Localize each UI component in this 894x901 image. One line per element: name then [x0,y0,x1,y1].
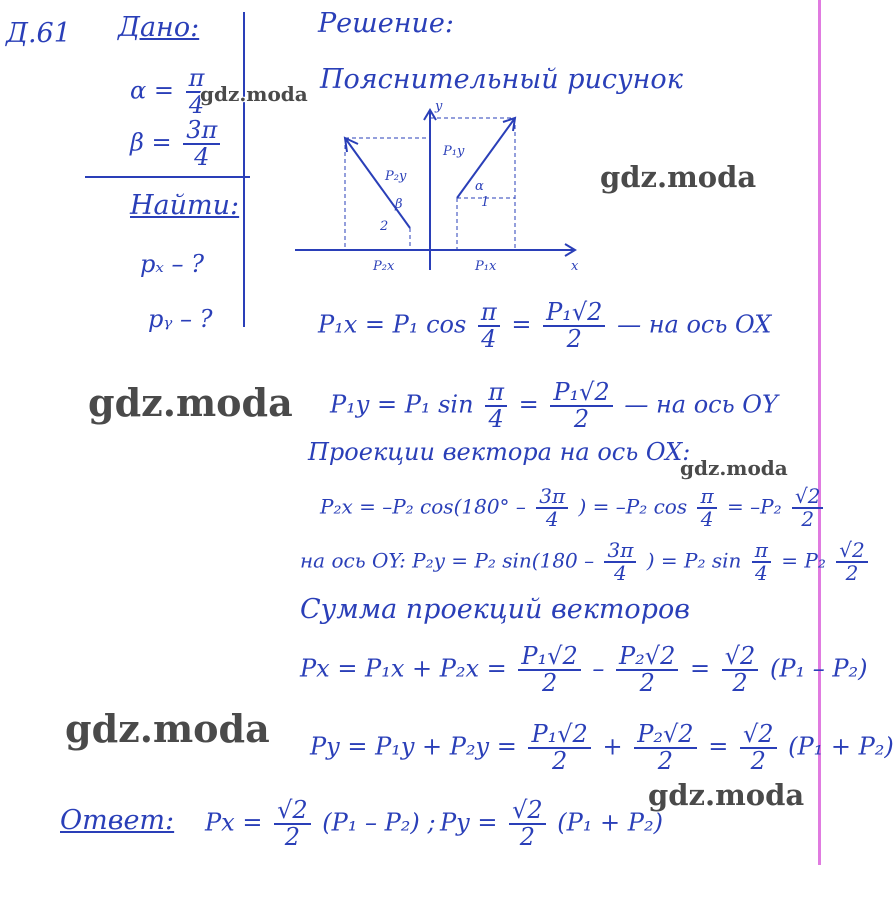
eq-p2x-frac-angle2 [697,486,716,530]
eq-p2x-rden: 2 [801,507,815,531]
projections-heading: Проекции вектора на ось OX: [308,438,691,466]
answer-px-num: √2 [274,798,311,825]
watermark-4: gdz.moda [680,456,788,480]
given-beta-frac [183,118,220,170]
eq-p2y-num2: π [752,540,771,563]
eq-py-b-num: P₂√2 [634,722,696,749]
eq-py-a-num: P₁√2 [528,722,590,749]
eq-px-lhs: Px = P₁x + P₂x = [300,654,507,683]
eq-p2y-equals: = P₂ [781,548,826,573]
eq-py-equals: = [708,732,729,761]
answer-separator: ; [427,808,436,837]
eq-p2x-mid: ) = –P₂ cos [578,494,688,519]
label-two: 2 [380,219,389,234]
eq-p2y-mid: ) = P₂ sin [646,548,742,573]
find-px: pₓ – ? [140,250,205,278]
eq-px-tail: (P₁ – P₂) [769,654,868,683]
label-p1y: P₁y [443,144,465,159]
eq-p1x-equals: = [511,310,532,339]
eq-px-b-den: 2 [639,669,655,698]
label-alpha: α [475,179,484,194]
eq-p2x-frac-result [792,486,823,530]
label-p1x: P₁x [475,259,497,274]
figure-caption: Пояснительный рисунок [320,64,683,95]
watermark-2: gdz.moda [600,160,757,194]
eq-p1x-lhs: P₁x = P₁ cos [318,310,467,339]
eq-p1x-den: 4 [481,325,497,354]
watermark-5: gdz.moda [65,706,270,751]
answer-py-num: √2 [509,798,546,825]
eq-p2y-den2: 4 [754,561,768,585]
eq-p2x-lhs: P₂x = –P₂ cos(180° – [320,494,526,519]
eq-px-minus: – [592,654,605,683]
eq-p2y-frac-angle2 [752,540,771,584]
eq-px-c-num: √2 [722,644,759,671]
eq-py-c-num: √2 [740,722,777,749]
answer-px-tail: (P₁ – P₂) [322,808,420,837]
answer-py-tail: (P₁ + P₂) [557,808,663,837]
eq-p1y-rden: 2 [573,405,590,434]
eq-px-equals: = [690,654,711,683]
eq-px [300,644,868,696]
eq-p2y-frac-angle [604,540,636,584]
answer-py [440,798,663,850]
eq-py-a-den: 2 [552,747,568,776]
eq-p1y-lhs: P₁y = P₁ sin [330,390,474,419]
answer-py-lhs: Py = [440,808,498,837]
eq-p2y-den: 4 [614,561,627,585]
eq-py-tail: (P₁ + P₂) [788,732,894,761]
eq-py-frac-b [634,722,696,774]
given-title: Дано: [118,12,200,43]
given-beta-den: 4 [194,143,210,172]
eq-p2x-frac-angle [536,486,568,530]
eq-p1y-rnum: P₁√2 [550,380,612,407]
eq-p2y-rnum: √2 [836,540,867,563]
eq-p2x-rnum: √2 [792,486,823,509]
answer-px-frac [274,798,311,850]
label-p2x: P₂x [373,259,395,274]
given-divider-horizontal [85,176,250,178]
eq-p1x [318,300,771,352]
eq-p1x-rnum: P₁√2 [543,300,605,327]
given-alpha-num: π [186,66,208,93]
watermark-3: gdz.moda [88,380,293,425]
eq-py-lhs: Py = P₁y + P₂y = [310,732,517,761]
eq-p1y [330,380,778,432]
answer-py-frac [509,798,546,850]
eq-p2y-lhs: на ось OY: P₂y = P₂ sin(180 – [300,548,595,573]
eq-p1x-frac-angle [478,300,500,352]
given-beta-label: β = [130,128,172,157]
eq-p1x-num: π [478,300,500,327]
eq-p2y-num: 3π [604,540,636,563]
eq-p2x-equals: = –P₂ [727,494,782,519]
problem-number: Д.61 [6,18,71,49]
given-alpha-label: α = [130,76,174,105]
eq-p2x-num: 3π [536,486,568,509]
given-divider-vertical [243,12,245,327]
label-one: 1 [481,195,490,210]
eq-p1y-equals: = [518,390,539,419]
vector-diagram [285,100,595,285]
eq-py-c-den: 2 [750,747,766,776]
eq-px-frac-c [722,644,759,696]
sum-heading: Сумма проекций векторов [300,594,690,625]
answer-py-den: 2 [519,823,536,852]
watermark-1: gdz.moda [200,82,308,106]
eq-p2x-num2: π [697,486,716,509]
eq-p2y-rden: 2 [845,561,859,585]
label-axis-y: y [435,99,443,114]
eq-px-frac-a [518,644,580,696]
eq-px-c-den: 2 [732,669,748,698]
answer-label: Ответ: [60,805,175,836]
eq-p1y-den: 4 [488,405,504,434]
given-beta-num: 3π [183,118,220,145]
given-beta [130,118,224,170]
label-axis-x: x [571,259,579,274]
eq-p2x-den: 4 [545,507,559,531]
given-alpha-den: 4 [188,91,205,120]
eq-px-a-den: 2 [541,669,558,698]
eq-p1x-note: — на ось OX [617,310,772,339]
eq-p2y [300,540,872,584]
label-beta: β [395,197,403,212]
solution-title: Решение: [318,8,454,39]
label-p2y: P₂y [385,169,407,184]
eq-py-plus: + [602,732,623,761]
eq-p1y-note: — на ось OY [624,390,778,419]
vector-p1 [457,118,515,198]
eq-p1y-frac-result [550,380,612,432]
eq-p1x-frac-result [543,300,605,352]
eq-p2x [320,486,827,530]
eq-p1x-rden: 2 [566,325,582,354]
eq-py-frac-c [740,722,777,774]
eq-px-a-num: P₁√2 [518,644,580,671]
find-py: pᵧ – ? [148,305,213,333]
eq-px-b-num: P₂√2 [616,644,678,671]
eq-p2y-frac-result [836,540,867,584]
eq-p1y-num: π [485,380,507,407]
eq-py-frac-a [528,722,590,774]
answer-px-den: 2 [284,823,300,852]
answer-px-lhs: Px = [205,808,263,837]
answer-px [205,798,436,850]
eq-p2x-den2: 4 [700,507,714,531]
find-title: Найти: [130,190,240,221]
eq-py [310,722,894,774]
eq-py-b-den: 2 [657,747,674,776]
watermark-6: gdz.moda [648,778,805,812]
eq-p1y-frac-angle [485,380,507,432]
eq-px-frac-b [616,644,678,696]
